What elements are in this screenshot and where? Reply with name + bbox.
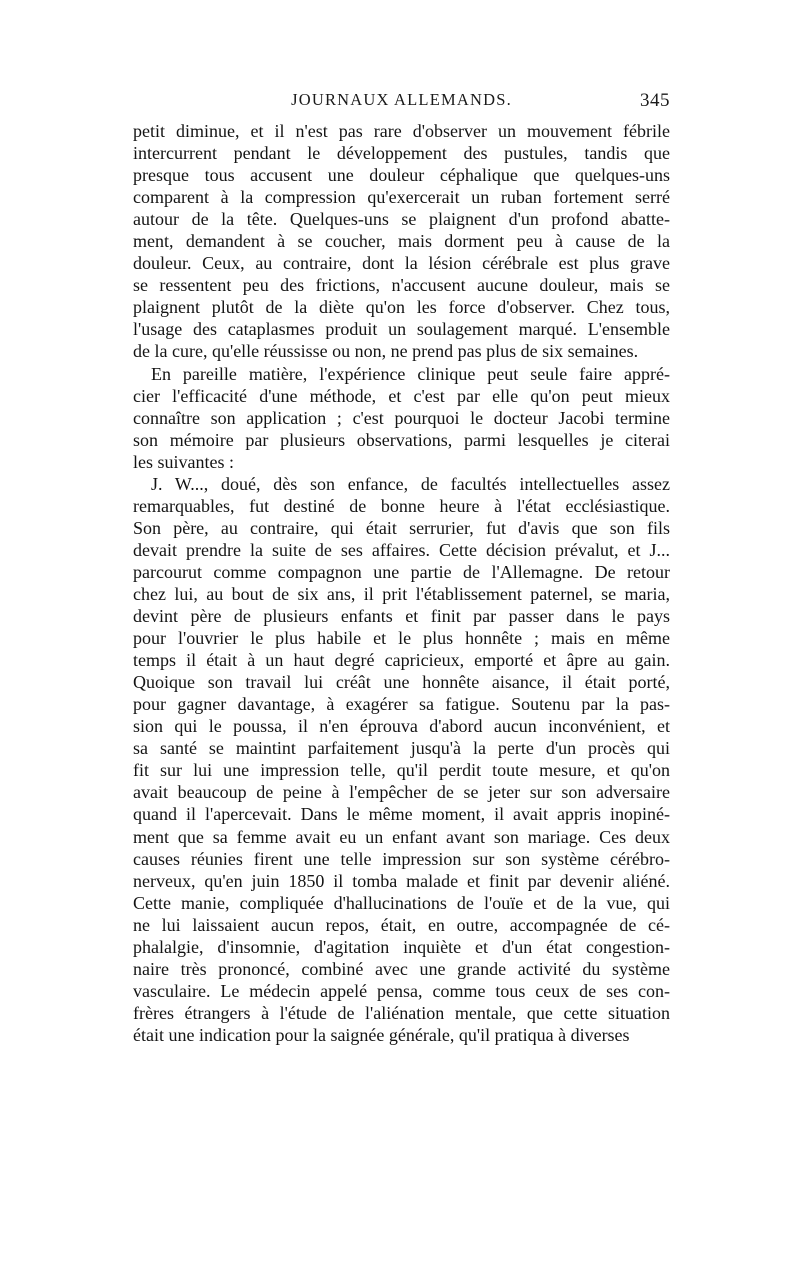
text-line: ment que sa femme avait eu un enfant avant son mariage. Ces deux [133,826,670,847]
text-line: Cette manie, compliquée d'hallucinations de l'ouïe et de la vue, qui [133,892,670,913]
text-line: pour gagner davantage, à exagérer sa fatigue. Soutenu par la pas- [133,694,670,715]
text-line: J. W..., doué, dès son enfance, de facultés intellectuelles assez [151,473,670,494]
running-head [133,90,670,114]
text-line: était une indication pour la saignée générale, qu'il pratiqua à diverses [133,1024,630,1045]
text-line: quand il l'apercevait. Dans le même moment, il avait appris inopiné- [133,804,670,825]
text-line: petit diminue, et il n'est pas rare d'observer un mouvement fébrile [133,121,670,141]
text-line: autour de la tête. Quelques-uns se plaignent d'un profond abatte- [133,209,670,230]
text-line: son mémoire par plusieurs observations, parmi lesquelles je citerai [133,429,670,450]
text-line: les suivantes : [133,451,234,472]
paragraph [133,363,670,473]
text-line: devait prendre la suite de ses affaires. Cette décision prévalut, et J... [133,539,670,560]
text-line: de la cure, qu'elle réussisse ou non, ne prend pas plus de six semaines. [133,341,639,362]
text-line: pour l'ouvrier le plus habile et le plus honnête ; mais en même [133,628,670,649]
text-line: se ressentent peu des frictions, n'accusent aucune douleur, mais se [133,275,670,296]
text-line: ment, demandent à se coucher, mais dorment peu à cause de la [133,231,670,252]
paragraph [133,120,670,363]
page-number: 345 [640,90,670,111]
text-line: naire très prononcé, combiné avec une grande activité du système [133,958,670,979]
text-line: cier l'efficacité d'une méthode, et c'est par elle qu'on peut mieux [133,385,670,406]
text-line: frères étrangers à l'étude de l'aliénation mentale, que cette situation [133,1002,670,1023]
text-line: l'usage des cataplasmes produit un soulagement marqué. L'ensemble [133,319,670,340]
text-line: sion qui le poussa, il n'en éprouva d'abord aucun inconvénient, et [133,716,670,737]
text-line: fit sur lui une impression telle, qu'il perdit toute mesure, et qu'on [133,760,670,781]
body-text [133,120,670,1046]
text-line: comparent à la compression qu'exercerait un ruban fortement serré [133,187,670,208]
text-line: plaignent plutôt de la diète qu'on les force d'observer. Chez tous, [133,297,670,318]
text-line: presque tous accusent une douleur céphalique que quelques-uns [133,165,670,186]
text-line: sa santé se maintint parfaitement jusqu'à la perte d'un procès qui [133,738,670,759]
text-line: chez lui, au bout de six ans, il prit l'établissement paternel, se maria, [133,583,670,604]
text-line: connaître son application ; c'est pourquoi le docteur Jacobi termine [133,407,670,428]
running-title: JOURNAUX ALLEMANDS. [291,90,512,109]
text-line: Son père, au contraire, qui était serrurier, fut d'avis que son fils [133,517,670,538]
text-line: ne lui laissaient aucun repos, était, en outre, accompagnée de cé- [133,914,670,935]
paragraph [133,473,670,1046]
text-line: remarquables, fut destiné de bonne heure à l'état ecclésiastique. [133,495,670,516]
text-line: parcourut comme compagnon une partie de l'Allemagne. De retour [133,561,670,582]
text-line: En pareille matière, l'expérience clinique peut seule faire appré- [151,363,670,384]
text-line: temps il était à un haut degré capricieux, emporté et âpre au gain. [133,650,670,671]
text-line: causes réunies firent une telle impression sur son système cérébro- [133,848,670,869]
text-line: Quoique son travail lui créât une honnête aisance, il était porté, [133,672,670,693]
text-line: douleur. Ceux, au contraire, dont la lésion cérébrale est plus grave [133,253,670,274]
text-line: intercurrent pendant le développement des pustules, tandis que [133,143,670,164]
text-line: phalalgie, d'insomnie, d'agitation inquiète et d'un état congestion- [133,936,670,957]
text-line: vasculaire. Le médecin appelé pensa, comme tous ceux de ses con- [133,980,670,1001]
text-line: nerveux, qu'en juin 1850 il tomba malade et finit par devenir aliéné. [133,870,670,891]
text-line: avait beaucoup de peine à l'empêcher de se jeter sur son adversaire [133,782,670,803]
text-line: devint père de plusieurs enfants et finit par passer dans le pays [133,606,670,627]
